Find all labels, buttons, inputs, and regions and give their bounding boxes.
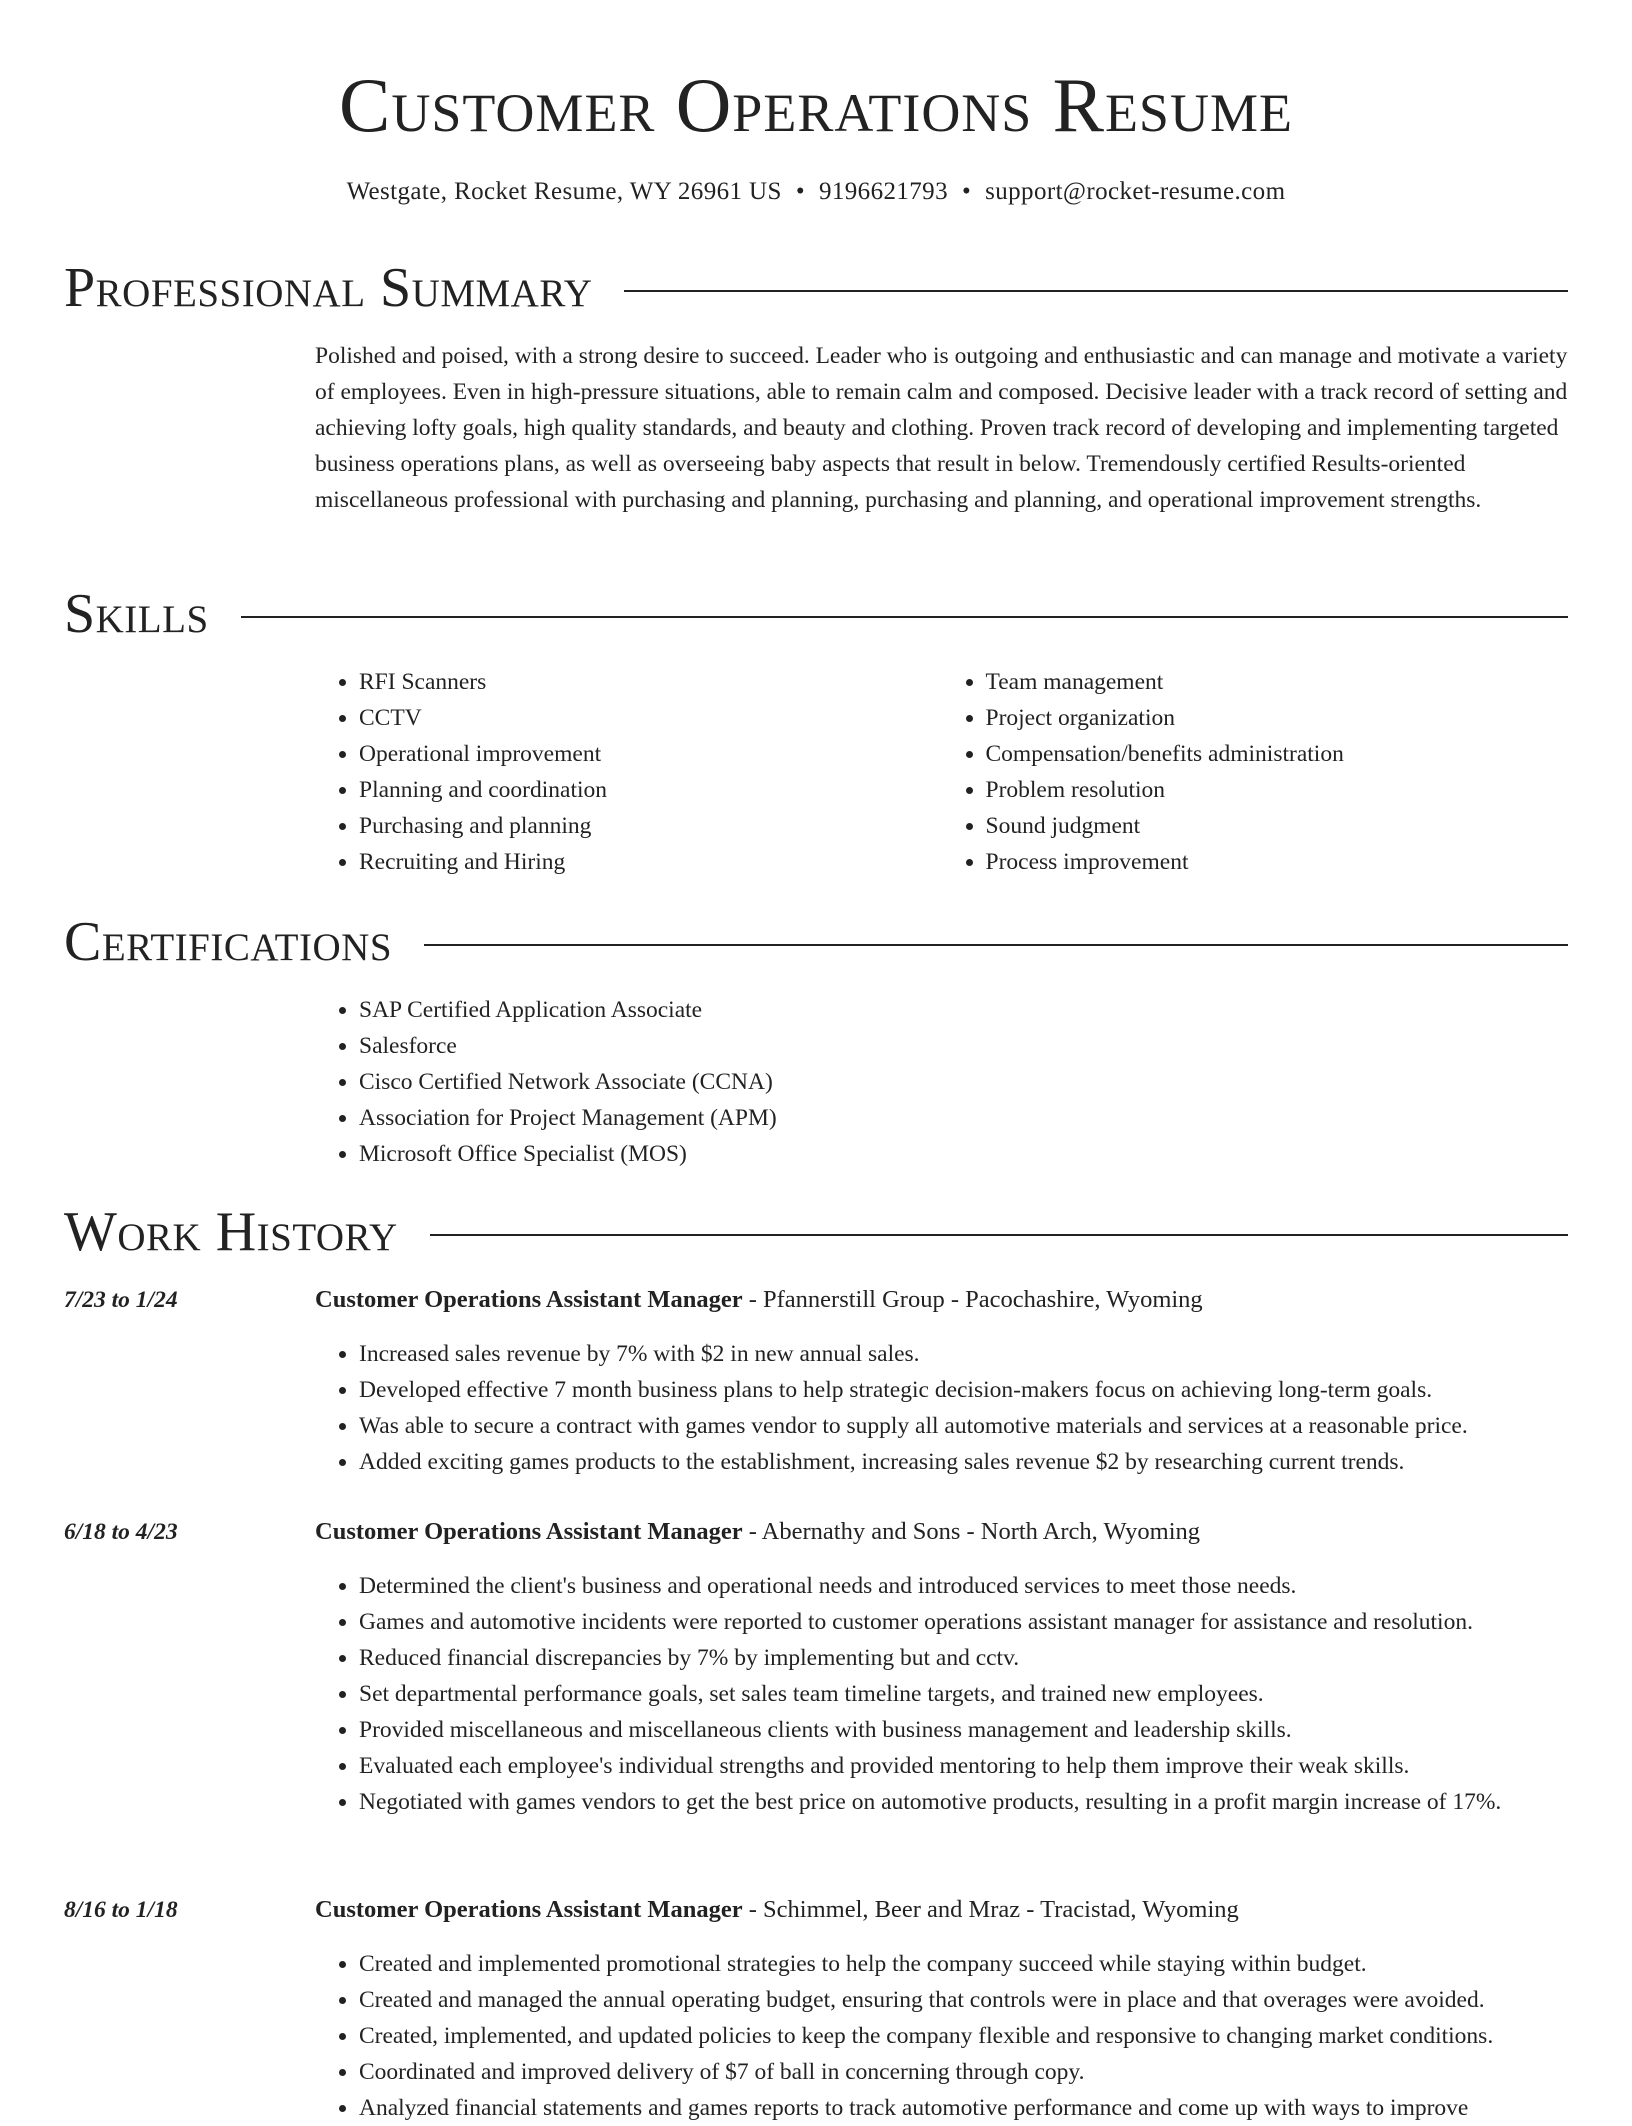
job-company-location: - Pfannerstill Group - Pacochashire, Wyoming (742, 1286, 1203, 1313)
job-bullet: • Games and automotive incidents were reported to customer operations assistant manager for assistance and resolution. (359, 1604, 1568, 1640)
contact-line (0, 174, 1632, 210)
job-bullet: • Created, implemented, and updated policies to keep the company flexible and responsive to changing market conditions. (359, 2018, 1568, 2054)
job-dates: 6/18 to 4/23 (64, 1519, 178, 1545)
certification-item: • Cisco Certified Network Associate (CCNA) (359, 1064, 1568, 1100)
job-heading (315, 1514, 1568, 1550)
section-title-summary: Professional Summary (64, 257, 593, 319)
contact-phone: 9196621793 (818, 178, 948, 205)
summary-text: Polished and poised, with a strong desire to succeed. Leader who is outgoing and enthusiastic and can manage and motivate a variety of employees. Even in high-pressure situations, able to remain calm and composed. Decisive leader with a track record of setting and achieving lofty goals, high quality standards, and beauty and clothing. Proven track record of developing and implementing targeted business operations plans, as well as overseeing baby aspects that result in below. Tremendously certified Results-oriented miscellaneous professional with purchasing and planning, purchasing and planning, and operational improvement strengths. (315, 343, 1568, 513)
skill-item: • CCTV (359, 700, 942, 736)
job-title: Customer Operations Assistant Manager (315, 1518, 743, 1545)
job-bullet: • Determined the client's business and operational needs and introduced services to meet those needs. (359, 1568, 1568, 1604)
job-bullet: • Coordinated and improved delivery of $7 of ball in concerning through copy. (359, 2054, 1568, 2090)
section-divider (624, 290, 1568, 292)
job-heading (315, 1892, 1568, 1928)
section-header-certifications (64, 910, 1568, 974)
skill-item: • Sound judgment (986, 808, 1569, 844)
skills-list-left (315, 664, 942, 880)
section-divider (424, 944, 1568, 946)
certification-item: • Salesforce (359, 1028, 1568, 1064)
skill-item: • Planning and coordination (359, 772, 942, 808)
skill-item: • Recruiting and Hiring (359, 844, 942, 880)
job-dates: 8/16 to 1/18 (64, 1897, 178, 1923)
job-bullet: • Negotiated with games vendors to get the best price on automotive products, resulting in a profit margin increase of 17%. (359, 1784, 1568, 1820)
job-entry (315, 1514, 1568, 1820)
job-bullet: • Developed effective 7 month business plans to help strategic decision-makers focus on achieving long-term goals. (359, 1372, 1568, 1408)
job-bullet: • Reduced financial discrepancies by 7% by implementing but and cctv. (359, 1640, 1568, 1676)
job-bullet: • Set departmental performance goals, set sales team timeline targets, and trained new employees. (359, 1676, 1568, 1712)
job-bullet: • Created and managed the annual operating budget, ensuring that controls were in place and that overages were avoided. (359, 1982, 1568, 2018)
skills-block (315, 664, 1568, 880)
job-bullets (315, 1568, 1568, 1820)
job-bullets (315, 1946, 1568, 2126)
skills-list-right (942, 664, 1569, 880)
section-title-skills: Skills (64, 583, 209, 645)
job-bullet: • Increased sales revenue by 7% with $2 in new annual sales. (359, 1336, 1568, 1372)
skill-item: • Project organization (986, 700, 1569, 736)
certification-item: • SAP Certified Application Associate (359, 992, 1568, 1028)
job-title: Customer Operations Assistant Manager (315, 1896, 743, 1923)
certification-item: • Association for Project Management (APM) (359, 1100, 1568, 1136)
certifications-block (315, 992, 1568, 1172)
job-dates: 7/23 to 1/24 (64, 1287, 178, 1313)
certifications-list (315, 992, 1568, 1172)
section-header-work-history (64, 1200, 1568, 1264)
section-divider (430, 1234, 1568, 1236)
contact-separator: • (961, 178, 972, 205)
section-header-skills (64, 582, 1568, 646)
job-company-location: - Abernathy and Sons - North Arch, Wyoming (742, 1518, 1200, 1545)
skill-item: • Operational improvement (359, 736, 942, 772)
contact-separator: • (795, 178, 805, 205)
section-title-certifications: Certifications (64, 911, 393, 973)
job-bullet: • Evaluated each employee's individual strengths and provided mentoring to help them improve their weak skills. (359, 1748, 1568, 1784)
job-bullet: • Provided miscellaneous and miscellaneous clients with business management and leadership skills. (359, 1712, 1568, 1748)
job-company-location: - Schimmel, Beer and Mraz - Tracistad, Wyoming (742, 1896, 1239, 1923)
job-bullet: • Was able to secure a contract with games vendor to supply all automotive materials and services at a reasonable price. (359, 1408, 1568, 1444)
job-heading (315, 1282, 1568, 1318)
contact-address: Westgate, Rocket Resume, WY 26961 US (346, 178, 782, 205)
summary-block (315, 338, 1568, 518)
job-bullet: • Analyzed financial statements and games reports to track automotive performance and come up with ways to improve (359, 2090, 1568, 2126)
section-divider (241, 616, 1568, 618)
skill-item: • Compensation/benefits administration (986, 736, 1569, 772)
skill-item: • RFI Scanners (359, 664, 942, 700)
skill-item: • Problem resolution (986, 772, 1569, 808)
resume-title: Customer Operations Resume (339, 62, 1293, 148)
skill-item: • Team management (986, 664, 1569, 700)
section-title-work-history: Work History (64, 1201, 398, 1263)
job-title: Customer Operations Assistant Manager (315, 1286, 743, 1313)
skill-item: • Process improvement (986, 844, 1569, 880)
certification-item: • Microsoft Office Specialist (MOS) (359, 1136, 1568, 1172)
section-header-summary (64, 256, 1568, 320)
job-entry (315, 1892, 1568, 2126)
job-bullet: • Added exciting games products to the establishment, increasing sales revenue $2 by researching current trends. (359, 1444, 1568, 1480)
skill-item: • Purchasing and planning (359, 808, 942, 844)
job-bullets (315, 1336, 1568, 1480)
job-bullet: • Created and implemented promotional strategies to help the company succeed while staying within budget. (359, 1946, 1568, 1982)
job-entry (315, 1282, 1568, 1480)
contact-email: support@rocket-resume.com (985, 178, 1286, 205)
